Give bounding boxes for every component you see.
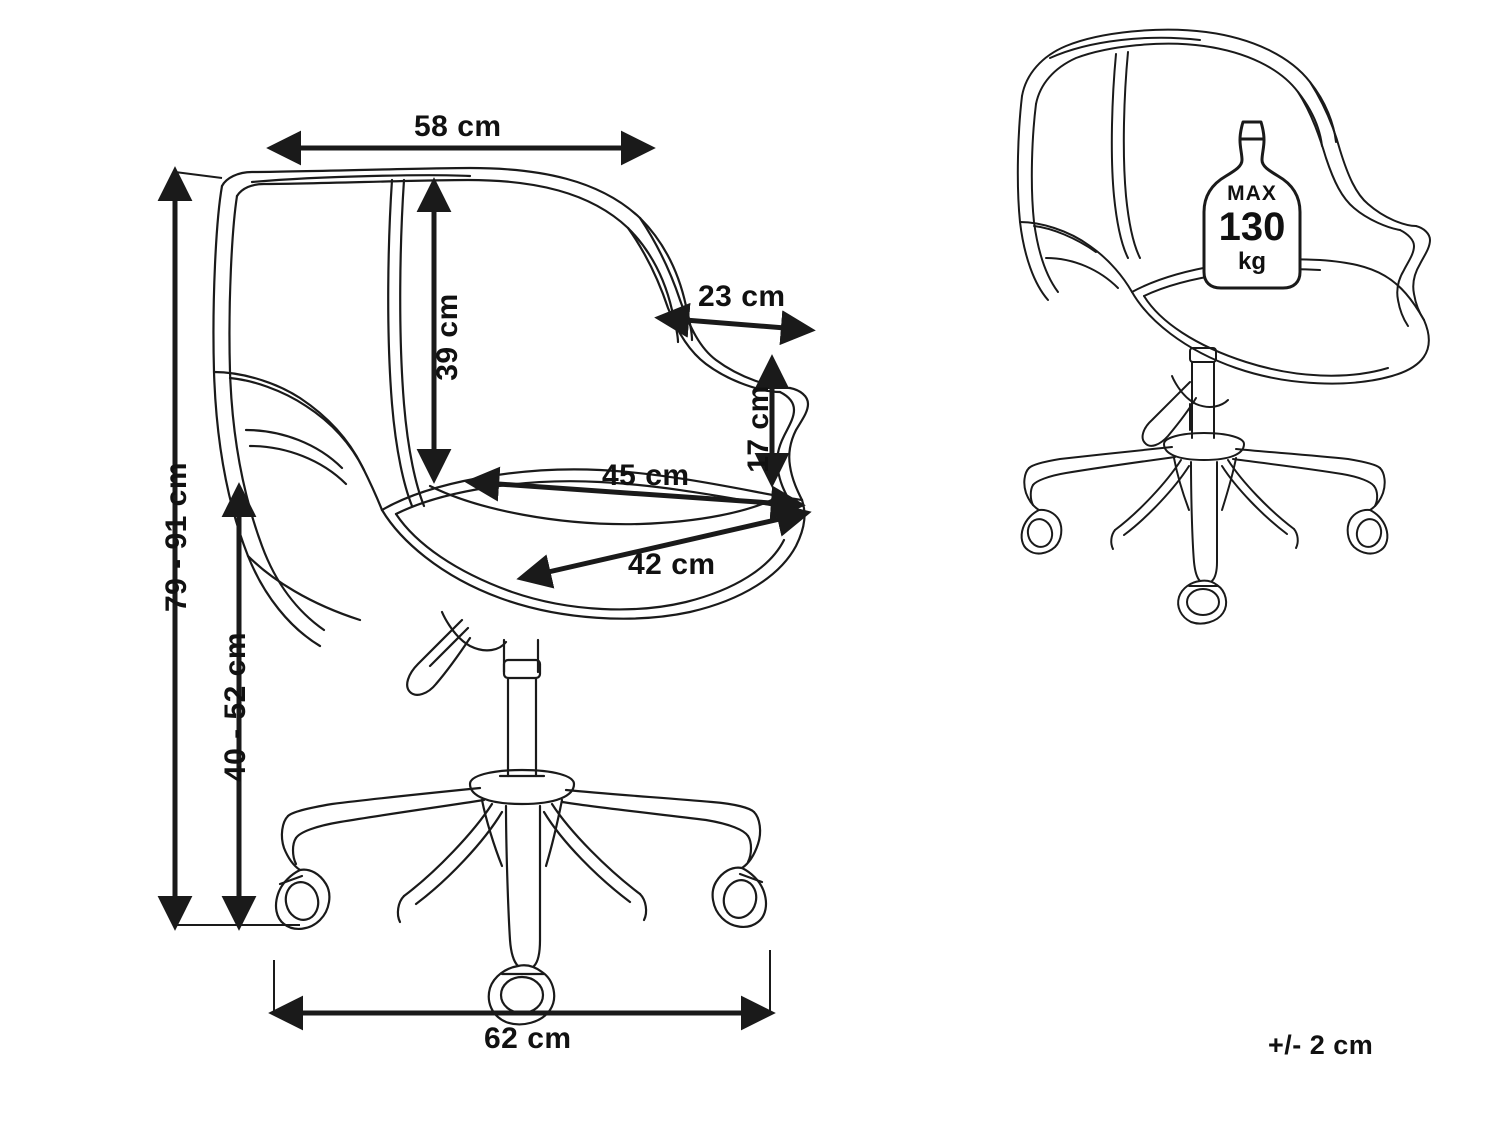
dimension-label-armrest-height: 17 cm <box>741 385 775 473</box>
weight-unit-text: kg <box>1237 248 1266 275</box>
dimension-label-overall-height: 79 - 91 cm <box>160 461 193 613</box>
dimension-label-seat-height: 40 - 52 cm <box>219 631 252 783</box>
dimension-label-total-width: 58 cm <box>414 110 502 143</box>
dimension-label-seat-depth: 42 cm <box>628 548 716 581</box>
tolerance-note: +/- 2 cm <box>1268 1030 1374 1060</box>
dimension-label-base-diameter: 62 cm <box>484 1022 572 1055</box>
weight-value-text: 130 <box>1218 205 1286 249</box>
dimension-label-backrest-height: 39 cm <box>430 293 464 381</box>
max-text: MAX <box>1227 182 1277 205</box>
dimension-label-seat-width: 45 cm <box>602 459 690 492</box>
dimension-label-armrest-depth: 23 cm <box>698 280 786 313</box>
